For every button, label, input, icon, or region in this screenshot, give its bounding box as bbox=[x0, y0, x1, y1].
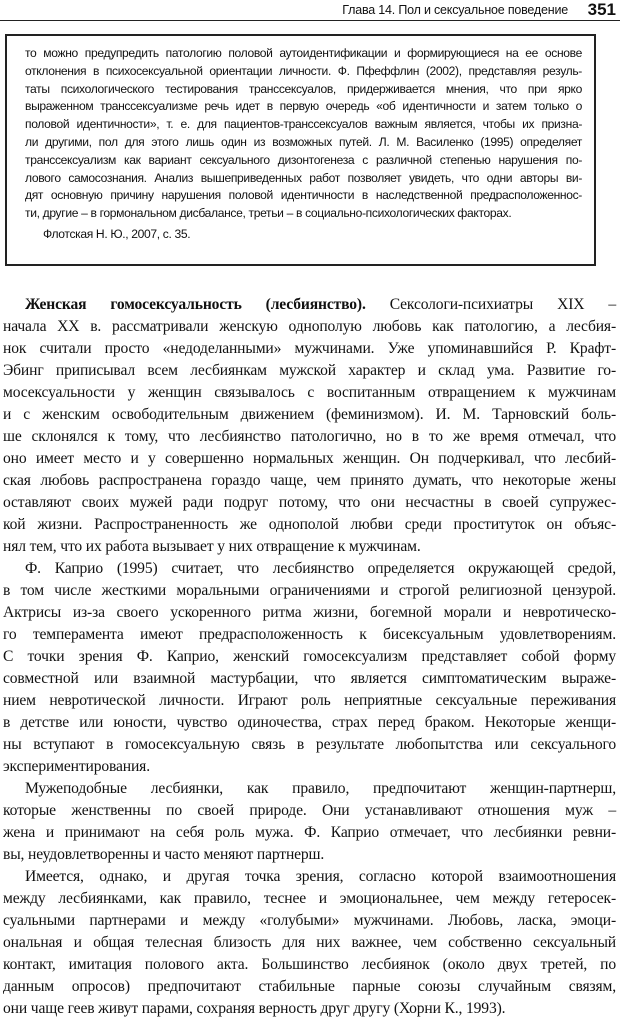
text-line: кой жизни. Распространенность же однополой любви среди проституток он объяс- bbox=[3, 516, 616, 533]
text-line: совместной или взаимной мастурбации, что является симптоматическим выраже- bbox=[3, 670, 616, 687]
text-line: между лесбиянками, как правило, теснее и эмоциональнее, чем между гетеросек- bbox=[3, 890, 616, 907]
text-line: нок считали просто «недоделанными» мужчинами. Уже упоминавшийся Р. Крафт- bbox=[3, 340, 616, 357]
text-line: они чаще геев живут парами, сохраняя верность друг другу (Хорни К., 1993). bbox=[3, 1000, 506, 1017]
text-line: С точки зрения Ф. Каприо, женский гомосексуализм представляет собой форму bbox=[3, 648, 616, 665]
text-line: контакт, имитация полового акта. Большинство лесбиянок (около двух третей, по bbox=[3, 956, 616, 973]
text-line: Эбинг приписывал всем лесбиянкам мужской характер и склад ума. Развитие го- bbox=[3, 362, 616, 379]
page-number: 351 bbox=[587, 0, 616, 19]
quote-line: отклонения в психосексуальной ориентации личности. Ф. Пфеффлин (2002), представляя резуль- bbox=[25, 63, 582, 78]
quote-line: то можно предупредить патологию половой аутоидентификации и формирующиеся на ее основе bbox=[25, 46, 582, 60]
text-line: и с женским освободительным движением (феминизмом). И. М. Тарновский боль- bbox=[3, 406, 616, 423]
quote-line: дят основную причину нарушения половой идентичности в наследственной предрасположеннос- bbox=[25, 188, 582, 203]
main-text bbox=[3, 294, 616, 1020]
text-line: жена и принимают на себя роль мужа. Ф. Каприо отмечает, что лесбиянки ревни- bbox=[3, 824, 616, 841]
paragraph-2 bbox=[3, 558, 616, 778]
page-header bbox=[0, 0, 620, 22]
text-line: го темперамента имеют предрасположенность к бисексуальным удовлетворениям. bbox=[3, 626, 616, 643]
quote-line: выраженном транссексуализме речь идет в первую очередь «об идентичности и затем только о bbox=[25, 99, 582, 114]
header-rule bbox=[0, 20, 620, 21]
text-line: которые женственны по своей природе. Они устанавливают отношения муж – bbox=[3, 802, 616, 819]
text-line: Ф. Каприо (1995) считает, что лесбиянство определяется окружающей средой, bbox=[25, 560, 616, 577]
quote-source: Флотская Н. Ю., 2007, с. 35. bbox=[43, 226, 191, 241]
chapter-title: Глава 14. Пол и сексуальное поведение bbox=[342, 3, 568, 17]
text-line: суальными партнерами и между «голубыми» мужчинами. Любовь, ласка, эмоци- bbox=[3, 912, 616, 929]
paragraph-4 bbox=[3, 866, 616, 1020]
quote-box bbox=[5, 34, 596, 266]
text-line: мосексуальности у женщин связывалось с воспитанным отвращением к мужчинам bbox=[3, 384, 616, 401]
text-line: нием невротической личности. Играют роль неприятные сексуальные переживания bbox=[3, 692, 616, 709]
paragraph-3 bbox=[3, 778, 616, 866]
quote-line: ти, другие – в гормональном дисбалансе, третьи – в социально-психологических факторах. bbox=[25, 206, 512, 221]
text-line: вы, неудовлетворенны и часто меняют партнерш. bbox=[3, 846, 325, 863]
text-line: Мужеподобные лесбиянки, как правило, предпочитают женщин-партнерш, bbox=[25, 780, 616, 797]
quote-line: ли другими, пол для этого лишь один из возможных путей. Л. М. Василенко (1995) определяет bbox=[25, 134, 582, 149]
quote-line: транссексуализм как вариант сексуального дизонтогенеза с различной степенью нарушения по- bbox=[25, 152, 582, 167]
text-line: Имеется, однако, и другая точка зрения, согласно которой взаимоотношения bbox=[25, 868, 616, 885]
text-line: нял тем, что их работа вызывает у них отвращение к мужчинам. bbox=[3, 538, 421, 555]
text-line: данным опросов) предпочитают стабильные парные союзы случайным связям, bbox=[3, 978, 616, 995]
text-line: ская любовь распространена гораздо чаще, чем принято думать, что некоторые жены bbox=[3, 472, 616, 489]
text-line: в детстве или юности, чувство одиночества, страх перед браком. Некоторые женщи- bbox=[3, 714, 616, 731]
text-fragment: Сексологи-психиатры XIX – bbox=[365, 296, 617, 313]
text-line: ны вступают в гомосексуальную связь в результате любопытства или сексуального bbox=[3, 736, 616, 753]
text-line: ональная и общая телесная близость для них важнее, чем собственно сексуальный bbox=[3, 934, 616, 951]
text-line: оно имеет место и у совершенно нормальных женщин. Он подчеркивал, что лесбий- bbox=[3, 450, 616, 467]
text-line: ше склонялся к тому, что лесбиянство патологично, но в то же время отмечал, что bbox=[3, 428, 616, 445]
quote-line: лового самосознания. Анализ вышеприведенных работ позволяет увидеть, что одни авторы ви- bbox=[25, 170, 582, 185]
quote-line: таты психологического тестирования транссексуалов, придерживается мнения, что при ярко bbox=[25, 81, 582, 96]
text-line: Актрисы из-за своего ускоренного ритма жизни, богемной морали и невротическо- bbox=[3, 604, 616, 621]
text-line: оставляют своих мужей ради подруг потому, что они несчастны в своей супружес- bbox=[3, 494, 616, 511]
paragraph-1 bbox=[3, 294, 616, 558]
section-run-in-heading: Женская гомосексуальность (лесбиянство). bbox=[25, 296, 366, 313]
text-line: начала XX в. рассматривали женскую однополую любовь как патологию, а лесбия- bbox=[3, 318, 616, 335]
quote-line: половой идентичности», т. е. для пациентов-транссексуалов важным является, чтобы их призна- bbox=[25, 117, 582, 132]
text-line bbox=[3, 294, 616, 316]
text-line: экспериментирования. bbox=[3, 758, 150, 775]
text-line: в том числе жесткими моральными ограничениями и строгой религиозной цензурой. bbox=[3, 582, 616, 599]
